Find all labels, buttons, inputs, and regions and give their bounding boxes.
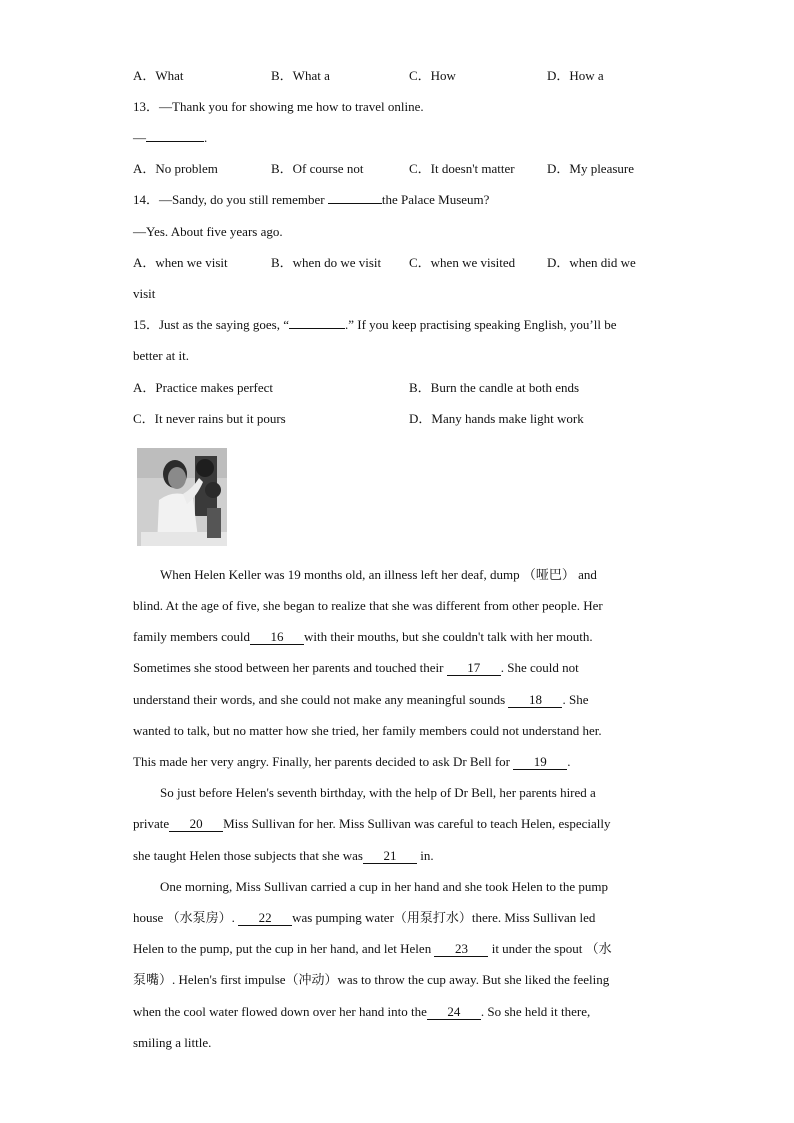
passage-p3-line3 xyxy=(133,941,612,957)
q14-option-a: A．when we visit xyxy=(133,255,228,270)
passage-text: Sometimes she stood between her parents and touched their xyxy=(133,660,444,675)
blank-19: 19 xyxy=(513,755,567,770)
blank-17: 17 xyxy=(447,661,501,676)
q14-answer-blank xyxy=(328,203,382,204)
passage-text: in. xyxy=(420,848,434,863)
passage-p3-line2 xyxy=(133,910,595,926)
blank-22: 22 xyxy=(238,911,292,926)
passage-p3-line6: smiling a little. xyxy=(133,1035,212,1050)
blank-18: 18 xyxy=(508,693,562,708)
q15-option-b: B．Burn the candle at both ends xyxy=(409,380,580,395)
passage-p1-line5 xyxy=(133,692,588,708)
passage-text: This made her very angry. Finally, her parents decided to ask Dr Bell for xyxy=(133,754,510,769)
q14-option-d: D．when did we xyxy=(547,255,636,270)
passage-text: . So she held it there, xyxy=(480,1004,591,1019)
q12-option-c: C．How xyxy=(409,68,456,83)
blank-20: 20 xyxy=(169,817,223,832)
passage-p3-line4: 泵嘴）. Helen's first impulse（冲动）was to throw the cup away. But she liked the feeling xyxy=(133,972,610,987)
q13-reply-dash: — xyxy=(133,130,146,145)
passage-p1-line6: wanted to talk, but no matter how she tried, her family members could not understand her. xyxy=(133,723,602,738)
passage-text: it under the spout （水 xyxy=(491,941,612,956)
passage-text: with their mouths, but she couldn't talk with her mouth. xyxy=(303,629,593,644)
passage-text: house （水泵房）. xyxy=(133,910,235,925)
q14-option-d-wrap: visit xyxy=(133,286,156,301)
passage-text: was pumping water（用泵打水）there. Miss Sullivan led xyxy=(292,910,596,925)
q13-reply-period: . xyxy=(204,130,208,145)
q13-option-c: C．It doesn't matter xyxy=(409,161,515,176)
passage-p2-line3 xyxy=(133,848,434,864)
q15-stem-line2: better at it. xyxy=(133,348,189,363)
q13-reply xyxy=(133,130,207,146)
q13-stem: 13．—Thank you for showing me how to travel online. xyxy=(133,99,424,114)
passage-text: when the cool water flowed down over her hand into the xyxy=(133,1004,427,1019)
q14-stem-after: the Palace Museum? xyxy=(381,192,490,207)
q13-option-b: B．Of course not xyxy=(271,161,364,176)
q14-stem xyxy=(133,192,489,208)
passage-text: Miss Sullivan for her. Miss Sullivan was careful to teach Helen, especially xyxy=(223,816,611,831)
q15-option-d: D．Many hands make light work xyxy=(409,411,584,426)
passage-p2-line2 xyxy=(133,816,610,832)
passage-text: private xyxy=(133,816,170,831)
q14-reply: —Yes. About five years ago. xyxy=(133,224,283,239)
blank-16: 16 xyxy=(250,630,304,645)
passage-p3-line5 xyxy=(133,1004,590,1020)
q15-stem-before: 15．Just as the saying goes, “ xyxy=(133,317,289,332)
passage-p1-line4 xyxy=(133,660,579,676)
helen-keller-photo xyxy=(137,448,227,546)
passage-p1-line3 xyxy=(133,629,593,645)
blank-21: 21 xyxy=(363,849,417,864)
passage-text: understand their words, and she could not make any meaningful sounds xyxy=(133,692,506,707)
q14-stem-before: 14．—Sandy, do you still remember xyxy=(133,192,325,207)
passage-text: Helen to the pump, put the cup in her hand, and let Helen xyxy=(133,941,432,956)
q13-answer-blank xyxy=(146,141,204,142)
passage-text: . She xyxy=(562,692,589,707)
blank-24: 24 xyxy=(427,1005,481,1020)
q14-option-b: B．when do we visit xyxy=(271,255,382,270)
passage-text: she taught Helen those subjects that she was xyxy=(133,848,363,863)
q13-option-d: D．My pleasure xyxy=(547,161,635,176)
q14-option-c: C．when we visited xyxy=(409,255,516,270)
q12-option-d: D．How a xyxy=(547,68,604,83)
q13-option-a: A．No problem xyxy=(133,161,218,176)
q15-stem xyxy=(133,317,616,333)
passage-p1-line1: When Helen Keller was 19 months old, an illness left her deaf, dump （哑巴） and xyxy=(160,567,597,582)
q12-option-b: B．What a xyxy=(271,68,330,83)
q12-option-a: A．What xyxy=(133,68,184,83)
q15-stem-after: .” If you keep practising speaking English, you’ll be xyxy=(344,317,617,332)
passage-p1-line2: blind. At the age of five, she began to realize that she was different from other people. Her xyxy=(133,598,603,613)
passage-p3-line1: One morning, Miss Sullivan carried a cup in her hand and she took Helen to the pump xyxy=(160,879,609,894)
passage-text: . She could not xyxy=(500,660,579,675)
q15-option-a: A．Practice makes perfect xyxy=(133,380,274,395)
q15-option-c: C．It never rains but it pours xyxy=(133,411,286,426)
passage-p1-line7 xyxy=(133,754,571,770)
passage-text: family members could xyxy=(133,629,250,644)
q15-answer-blank xyxy=(289,328,345,329)
blank-23: 23 xyxy=(434,942,488,957)
passage-text: . xyxy=(567,754,571,769)
passage-p2-line1: So just before Helen's seventh birthday, with the help of Dr Bell, her parents hired a xyxy=(160,785,596,800)
